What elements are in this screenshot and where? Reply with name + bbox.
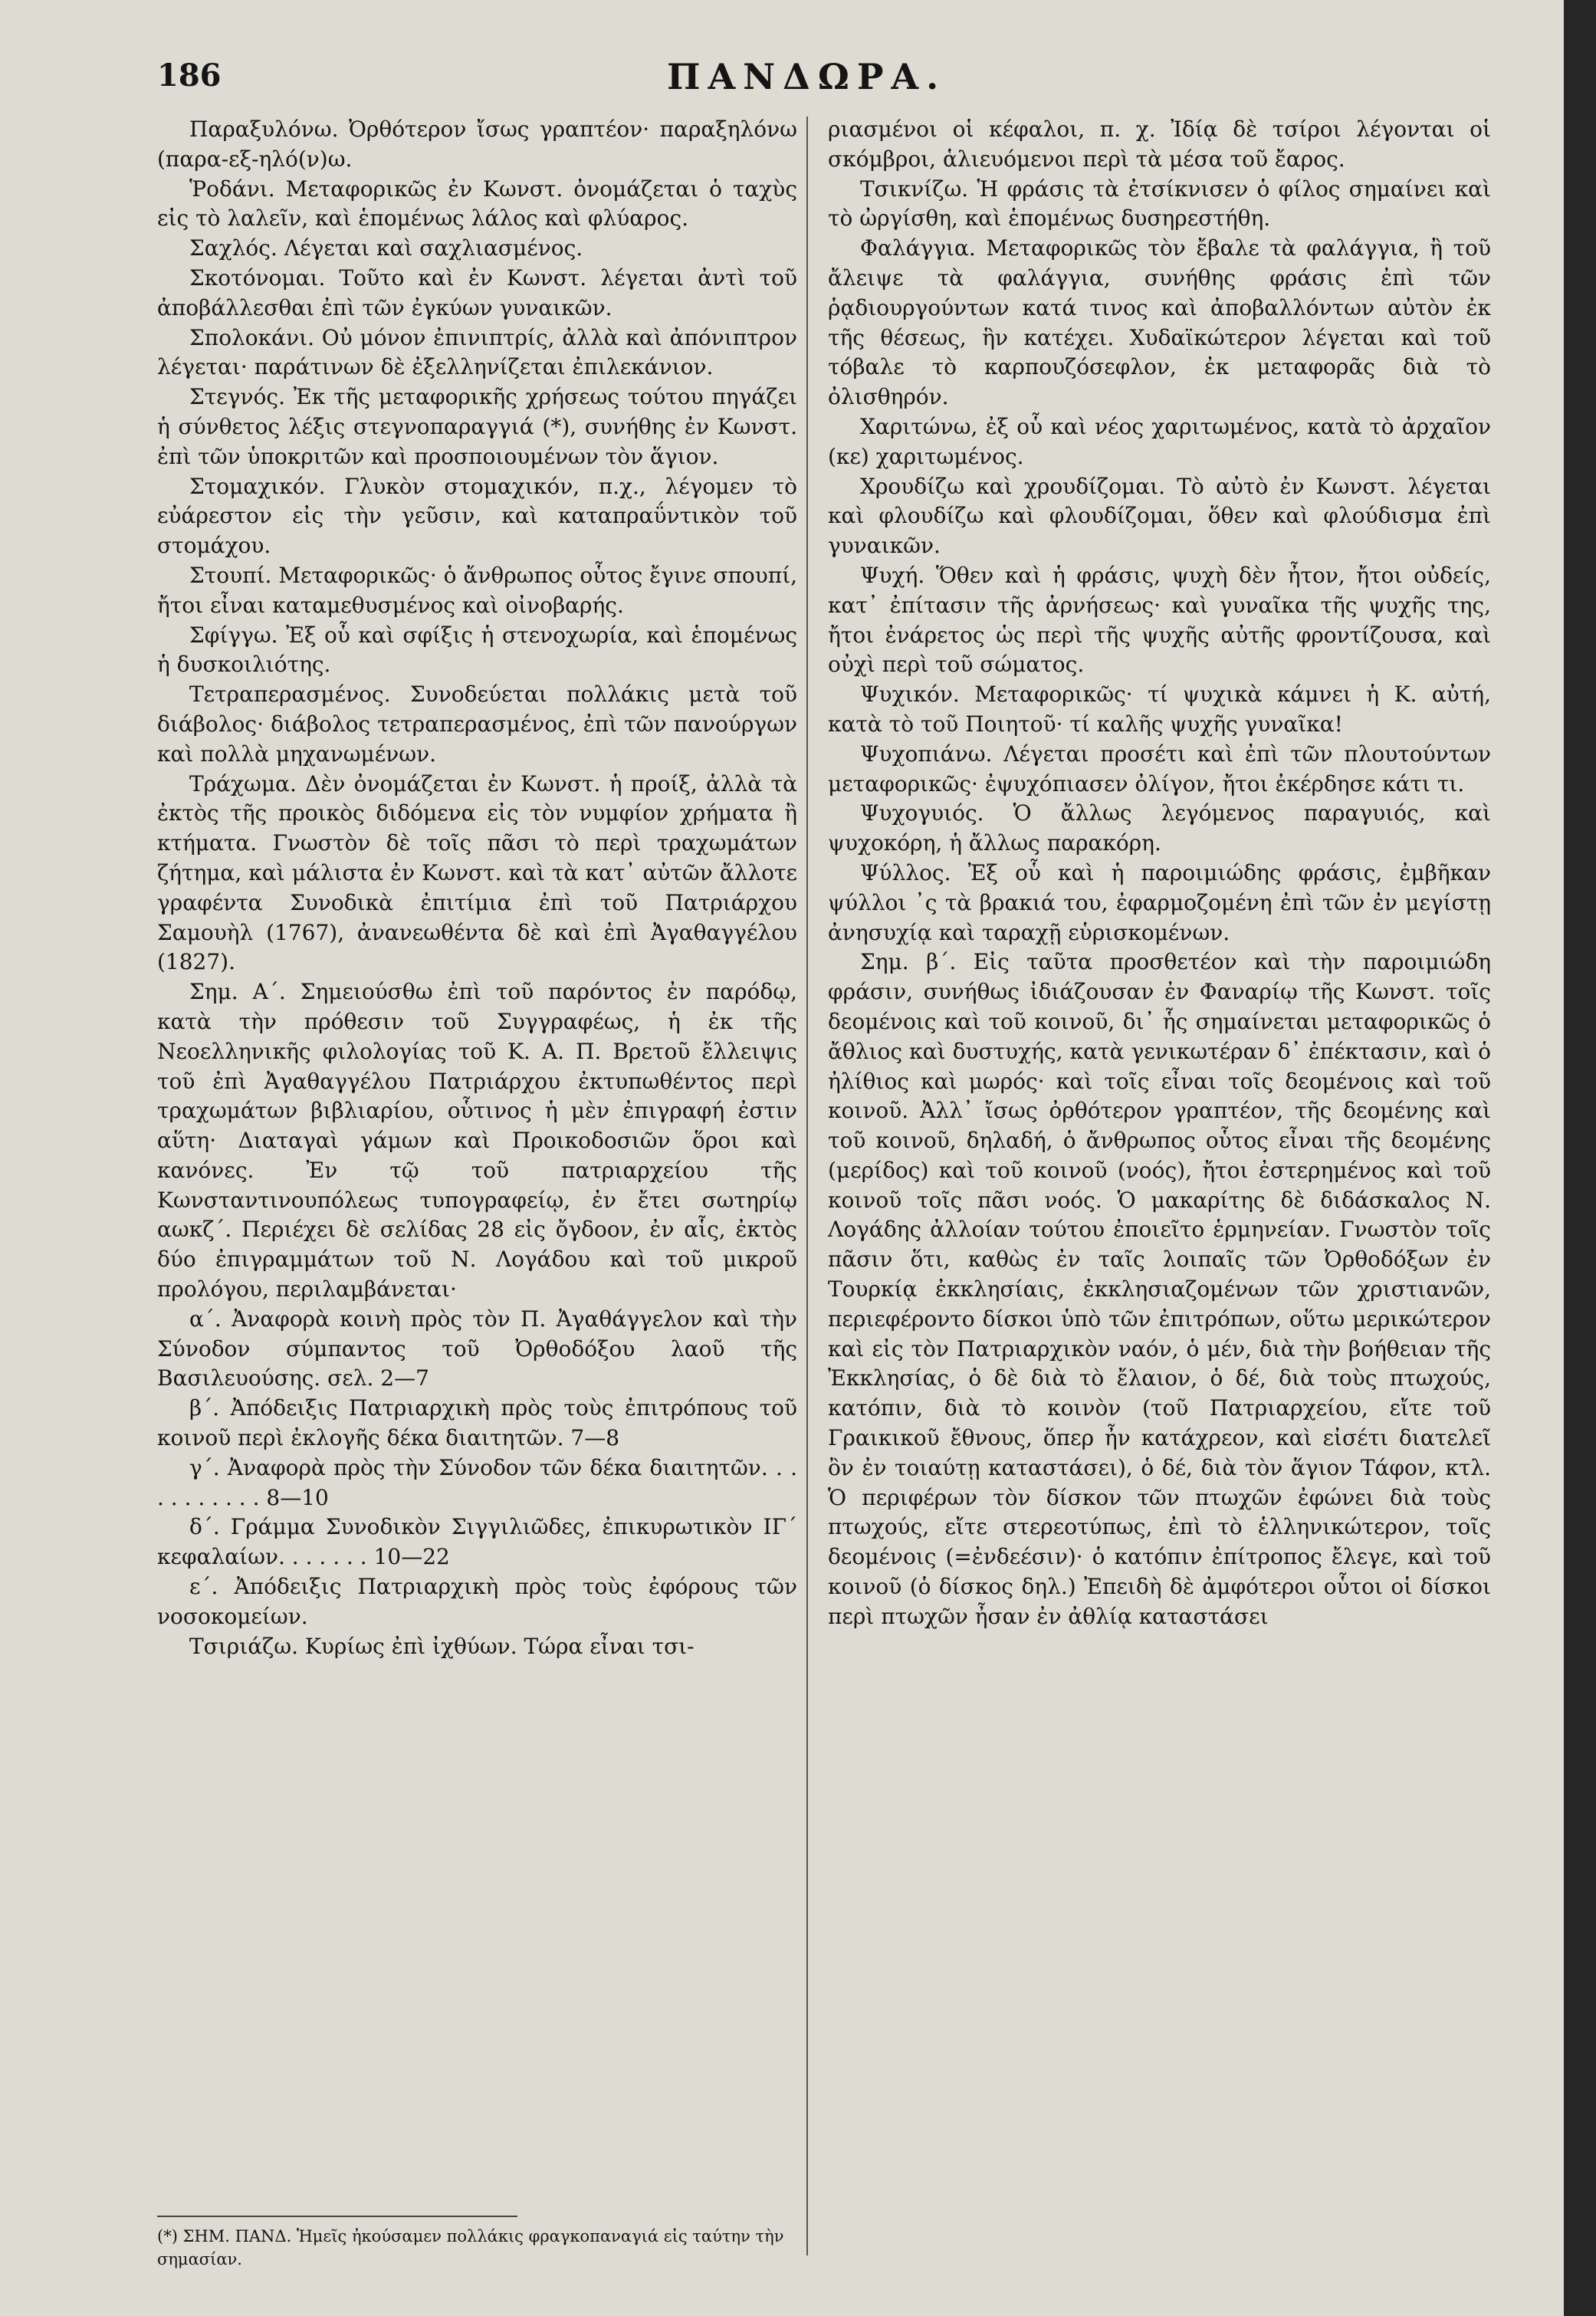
dictionary-entry: Τσικνίζω. Ἡ φράσις τὰ ἐτσίκνισεν ὁ φίλος σημαίνει καὶ τὸ ὠργίσθη, καὶ ἑπομένως δυσηρεστήθη. [828,176,1491,232]
dictionary-entry: δ΄. Γράμμα Συνοδικὸν Σιγγιλιῶδες, ἐπικυρωτικὸν ΙΓ΄ κεφαλαίων. . . . . . . 10—22 [157,1514,797,1570]
page-header [157,57,1537,119]
left-column [157,115,797,1661]
dictionary-entry: Χρουδίζω καὶ χρουδίζομαι. Τὸ αὐτὸ ἐν Κωνστ. λέγεται καὶ φλουδίζω καὶ φλουδίζομαι, ὅθεν καὶ φλούδισμα ἐπὶ γυναικῶν. [828,473,1491,559]
dictionary-entry: Ψυχοπιάνω. Λέγεται προσέτι καὶ ἐπὶ τῶν πλουτούντων μεταφορικῶς· ἐψυχόπιασεν ὀλίγον, ἤτοι ἐκέρδησε κάτι τι. [828,741,1491,797]
dictionary-entry: Ψυχή. Ὅθεν καὶ ἡ φράσις, ψυχὴ δὲν ἦτον, ἤτοι οὐδείς, κατ᾽ ἐπίτασιν τῆς ἀρνήσεως· καὶ γυναῖκα τῆς ψυχῆς της, ἤτοι ἐνάρετος ὡς περὶ τῆς ψυχῆς αὐτῆς φροντίζουσα, καὶ οὐχὶ περὶ τοῦ σώματος. [828,562,1491,678]
dictionary-entry: Ῥοδάνι. Μεταφορικῶς ἐν Κωνστ. ὀνομάζεται ὁ ταχὺς εἰς τὸ λαλεῖν, καὶ ἑπομένως λάλος καὶ φλύαρος. [157,176,797,232]
dictionary-entry: Ψύλλος. Ἐξ οὗ καὶ ἡ παροιμιώδης φράσις, ἐμβῆκαν ψύλλοι ᾽ς τὰ βρακιά του, ἐφαρμοζομένη ἐπὶ τῶν ἐν μεγίστῃ ἀνησυχίᾳ καὶ ταραχῇ εὑρισκομένων. [828,859,1491,945]
dictionary-entry: ε΄. Ἀπόδειξις Πατριαρχικὴ πρὸς τοὺς ἐφόρους τῶν νοσοκομείων. [157,1574,797,1629]
dictionary-entry: Σπολοκάνι. Οὐ μόνον ἐπινιπτρίς, ἀλλὰ καὶ ἀπόνιπτρον λέγεται· παράτινων δὲ ἐξελληνίζεται ἐπιλεκάνιον. [157,324,797,380]
dictionary-entry: α΄. Ἀναφορὰ κοινὴ πρὸς τὸν Π. Ἀγαθάγγελον καὶ τὴν Σύνοδον σύμπαντος τοῦ Ὀρθοδόξου λαοῦ τῆς Βασιλευούσης. σελ. 2—7 [157,1306,797,1391]
footnote-rule [157,2216,517,2217]
dictionary-entry: Παραξυλόνω. Ὀρθότερον ἴσως γραπτέον· παραξηλόνω (παρα-εξ-ηλό(ν)ω. [157,117,797,172]
dictionary-entry: β΄. Ἀπόδειξις Πατριαρχικὴ πρὸς τοὺς ἐπιτρόπους τοῦ κοινοῦ περὶ ἐκλογῆς δέκα διαιτητῶν. 7—8 [157,1395,797,1451]
dictionary-entry: Τσιριάζω. Κυρίως ἐπὶ ἰχθύων. Τώρα εἶναι τσι- [189,1633,695,1659]
page-number: 186 [157,57,222,94]
page-edge [1564,0,1596,2316]
dictionary-entry: Τετραπερασμένος. Συνοδεύεται πολλάκις μετὰ τοῦ διάβολος· διάβολος τετραπερασμένος, ἐπὶ τῶν πανούργων καὶ πολλὰ μηχανωμένων. [157,682,797,767]
dictionary-entry: Σαχλός. Λέγεται καὶ σαχλιασμένος. [189,235,583,261]
dictionary-entry: Φαλάγγια. Μεταφορικῶς τὸν ἔβαλε τὰ φαλάγγια, ἢ τοῦ ἄλειψε τὰ φαλάγγια, συνήθης φράσις ἐπὶ τῶν ῥᾳδιουργούντων κατά τινος καὶ ἀποβαλλόντων αὐτὸν ἐκ τῆς θέσεως, ἣν κατέχει. Χυδαϊκώτερον λέγεται καὶ τοῦ τόβαλε τὸ καρπουζόσεφλον, ἐκ μεταφορᾶς διὰ τὸ ὀλισθηρόν. [828,235,1491,410]
dictionary-entry: Στομαχικόν. Γλυκὸν στομαχικόν, π.χ., λέγομεν τὸ εὐάρεστον εἰς τὴν γεῦσιν, καὶ καταπραΰντικὸν τοῦ στομάχου. [157,473,797,559]
dictionary-entry: Ψυχικόν. Μεταφορικῶς· τί ψυχικὰ κάμνει ἡ Κ. αὐτή, κατὰ τὸ τοῦ Ποιητοῦ· τί καλῆς ψυχῆς γυναῖκα! [828,682,1491,737]
dictionary-entry: Σημ. Α΄. Σημειούσθω ἐπὶ τοῦ παρόντος ἐν παρόδῳ, κατὰ τὴν πρόθεσιν τοῦ Συγγραφέως, ἡ ἐκ τῆς Νεοελληνικῆς φιλολογίας τοῦ Κ. Α. Π. Βρετοῦ ἔλλειψις τοῦ ἐπὶ Ἀγαθαγγέλου Πατριάρχου ἐκτυπωθέντος περὶ τραχωμάτων βιβλιαρίου, οὗτινος ἡ μὲν ἐπιγραφή ἐστιν αὕτη· Διαταγαὶ γάμων καὶ Προικοδοσιῶν ὅροι καὶ κανόνες. Ἐν τῷ τοῦ πατριαρχείου τῆς Κωνσταντινουπόλεως τυπογραφείῳ, ἐν ἔτει σωτηρίῳ αωκζ΄. Περιέχει δὲ σελίδας 28 εἰς ὄγδοον, ἐν αἷς, ἐκτὸς δύο ἐπιγραμμάτων τοῦ Ν. Λογάδου καὶ τοῦ μικροῦ προλόγου, περιλαμβάνεται· [157,979,797,1303]
dictionary-entry: Τράχωμα. Δὲν ὀνομάζεται ἐν Κωνστ. ἡ προίξ, ἀλλὰ τὰ ἐκτὸς τῆς προικὸς διδόμενα εἰς τὸν νυμφίον χρήματα ἢ κτήματα. Γνωστὸν δὲ τοῖς πᾶσι τὸ περὶ τραχωμάτων ζήτημα, καὶ μάλιστα ἐν Κωνστ. καὶ τὰ κατ᾽ αὐτῶν ἄλλοτε γραφέντα Συνοδικὰ ἐπιτίμια ἐπὶ τοῦ Πατριάρχου Σαμουὴλ (1767), ἀνανεωθέντα δὲ καὶ ἐπὶ Ἀγαθαγγέλου (1827). [157,770,797,975]
dictionary-entry: Στουπί. Μεταφορικῶς· ὁ ἄνθρωπος οὗτος ἔγινε σπουπί, ἤτοι εἶναι καταμεθυσμένος καὶ οἰνοβαρής. [157,562,797,618]
right-column [828,115,1491,1632]
dictionary-entry: Χαριτώνω, ἐξ οὗ καὶ νέος χαριτωμένος, κατὰ τὸ ἀρχαῖον (κε) χαριτωμένος. [828,413,1491,469]
running-title: ΠΑΝΔΩΡΑ. [667,56,947,97]
column-divider [806,117,808,2255]
dictionary-entry: γ΄. Ἀναφορὰ πρὸς τὴν Σύνοδον τῶν δέκα διαιτητῶν. . . . . . . . . . . 8—10 [157,1454,797,1510]
dictionary-entry: Σφίγγω. Ἐξ οὗ καὶ σφίξις ἡ στενοχωρία, καὶ ἑπομένως ἡ δυσκοιλιότης. [157,622,797,678]
dictionary-entry: Στεγνός. Ἐκ τῆς μεταφορικῆς χρήσεως τούτου πηγάζει ἡ σύνθετος λέξις στεγνοπαραγγιά (*), συνήθης ἐν Κωνστ. ἐπὶ τῶν ὑποκριτῶν καὶ προσποιουμένων τὸν ἅγιον. [157,384,797,469]
dictionary-entry: Σημ. β΄. Εἰς ταῦτα προσθετέον καὶ τὴν παροιμιώδη φράσιν, συνήθως ἰδιάζουσαν ἐν Φαναρίῳ τῆς Κωνστ. τοῖς δεομένοις καὶ τοῦ κοινοῦ, δι᾽ ἧς σημαίνεται μεταφορικῶς ὁ ἄθλιος καὶ δυστυχής, κατὰ γενικωτέραν δ᾽ ἐπέκτασιν, καὶ ὁ ἠλίθιος καὶ μωρός· καὶ τοῖς εἶναι τοῖς δεομένοις καὶ τοῦ κοινοῦ. Ἀλλ᾽ ἴσως ὀρθότερον γραπτέον, τῆς δεομένης καὶ τοῦ κοινοῦ, δηλαδή, ὁ ἄνθρωπος οὗτος εἶναι τῆς δεομένης (μερίδος) καὶ τοῦ κοινοῦ (νοός), ἤτοι ἐστερημένος καὶ τοῦ κοινοῦ τοῖς πᾶσι νοός. Ὁ μακαρίτης δὲ διδάσκαλος Ν. Λογάδης ἀλλοίαν τούτου ἐποιεῖτο ἑρμηνείαν. Γνωστὸν τοῖς πᾶσιν ὅτι, καθὼς ἐν ταῖς λοιπαῖς τῶν Ὀρθοδόξων ἐν Τουρκίᾳ ἐκκλησίαις, ἐκκλησιαζομένων τῶν χριστιανῶν, περιεφέροντο δίσκοι ὑπὸ τῶν ἐπιτρόπων, οὕτω μερικώτερον καὶ εἰς τὸν Πατριαρχικὸν ναόν, ὁ μέν, διὰ τὴν βοήθειαν τῆς Ἐκκλησίας, ὁ δὲ διὰ τὸ ἔλαιον, ὁ δέ, διὰ τοὺς πτωχούς, κατόπιν, διὰ τὸ κοινὸν (τοῦ Πατριαρχείου, εἴτε τοῦ Γραικικοῦ ἔθνους, ὅπερ ἦν κατάχρεον, καὶ εἰσέτι διατελεῖ ὂν ἐν τοιαύτῃ καταστάσει), ὁ δέ, διὰ τὸν ἅγιον Τάφον, κτλ. Ὁ περιφέρων τὸν δίσκον τῶν πτωχῶν ἐφώνει διὰ τοὺς πτωχούς, εἴτε στερεοτύπως, ἐπὶ τὸ ἑλληνικώτερον, τοῖς δεομένοις (=ἐνδεέσιν)· ὁ κατόπιν ἐπίτροπος ἔλεγε, καὶ τοῦ κοινοῦ (ὁ δίσκος δηλ.) Ἐπειδὴ δὲ ἀμφότεροι οὗτοι οἱ δίσκοι περὶ πτωχῶν ἦσαν ἐν ἀθλίᾳ καταστάσει [828,949,1491,1629]
dictionary-entry: Σκοτόνομαι. Τοῦτο καὶ ἐν Κωνστ. λέγεται ἀντὶ τοῦ ἀποβάλλεσθαι ἐπὶ τῶν ἐγκύων γυναικῶν. [157,264,797,320]
footnote: (*) ΣΗΜ. ΠΑΝΔ. Ἡμεῖς ἠκούσαμεν πολλάκις φραγκοπαναγιά εἰς ταύτην τὴν σημασίαν. [157,2227,784,2268]
dictionary-entry: ριασμένοι οἱ κέφαλοι, π. χ. Ἰδίᾳ δὲ τσίροι λέγονται οἱ σκόμβροι, ἁλιευόμενοι περὶ τὰ μέσα τοῦ ἔαρος. [828,117,1491,172]
dictionary-entry: Ψυχογυιός. Ὁ ἄλλως λεγόμενος παραγυιός, καὶ ψυχοκόρη, ἡ ἄλλως παρακόρη. [828,800,1491,856]
